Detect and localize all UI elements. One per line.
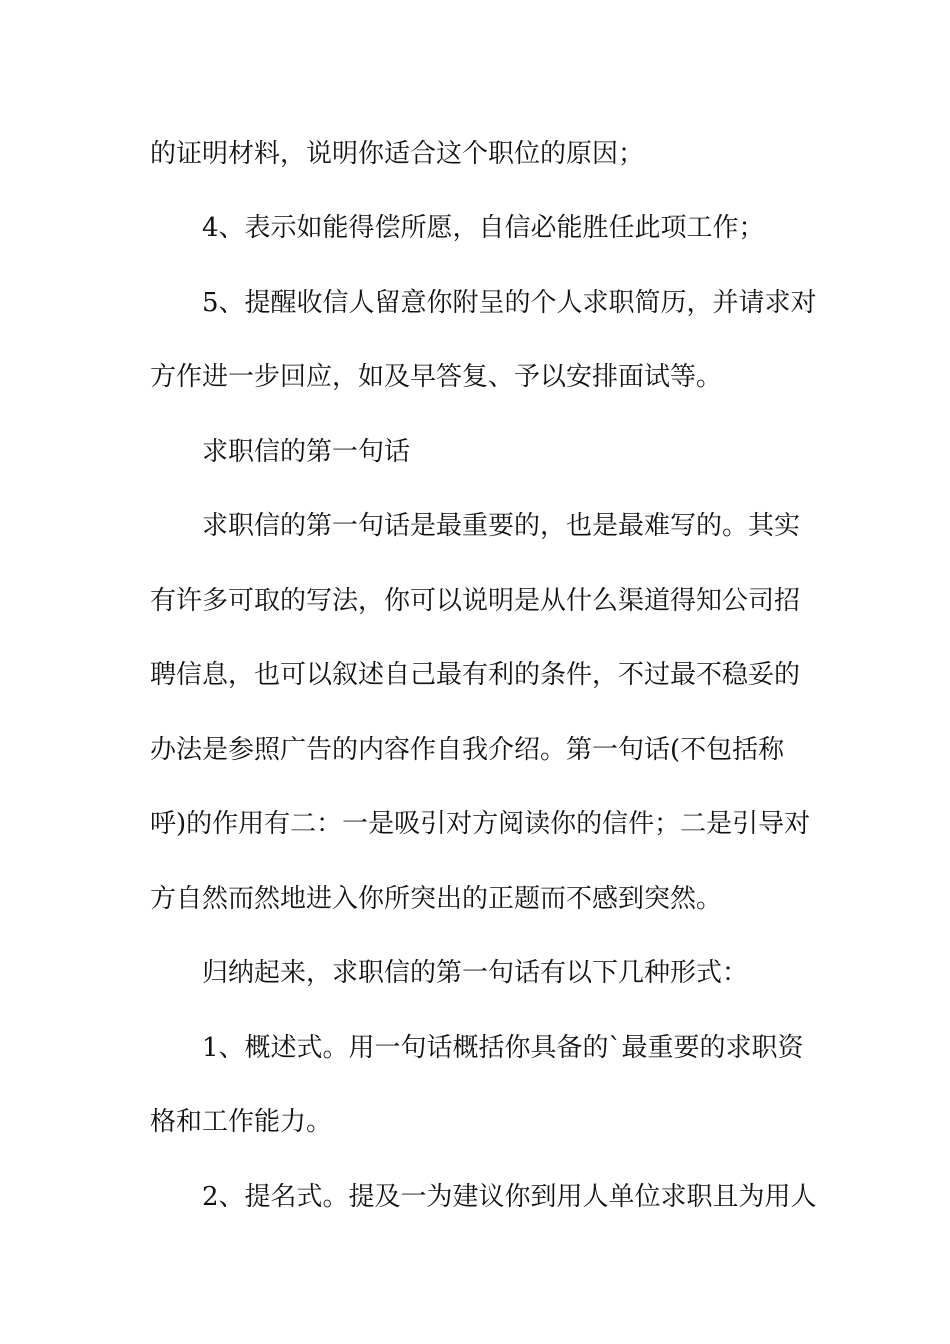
text-line-6: 求职信的第一句话是最重要的，也是最难写的。其实 bbox=[202, 511, 801, 541]
text-line-10: 呼)的作用有二：一是吸引对方阅读你的信件；二是引导对 bbox=[150, 809, 811, 839]
text-line-1: 的证明材料，说明你适合这个职位的原因； bbox=[150, 139, 645, 169]
text-line-14: 格和工作能力。 bbox=[150, 1107, 333, 1137]
text-line-15: 2、提名式。提及一为建议你到用人单位求职且为用人 bbox=[202, 1182, 817, 1212]
text-line-4: 方作进一步回应，如及早答复、予以安排面试等。 bbox=[150, 362, 723, 392]
text-line-3: 5、提醒收信人留意你附呈的个人求职简历，并请求对 bbox=[202, 288, 817, 318]
text-line-13: 1、概述式。用一句话概括你具备的`最重要的求职资 bbox=[202, 1033, 804, 1063]
text-line-9: 办法是参照广告的内容作自我介绍。第一句话(不包括称 bbox=[150, 735, 785, 765]
text-line-2: 4、表示如能得偿所愿，自信必能胜任此项工作； bbox=[202, 213, 765, 243]
text-line-7: 有许多可取的写法，你可以说明是从什么渠道得知公司招 bbox=[150, 586, 801, 616]
text-line-8: 聘信息，也可以叙述自己最有利的条件，不过最不稳妥的 bbox=[150, 660, 801, 690]
section-heading: 求职信的第一句话 bbox=[202, 437, 411, 467]
text-line-12: 归纳起来，求职信的第一句话有以下几种形式： bbox=[202, 958, 749, 988]
text-line-11: 方自然而然地进入你所突出的正题而不感到突然。 bbox=[150, 884, 723, 914]
